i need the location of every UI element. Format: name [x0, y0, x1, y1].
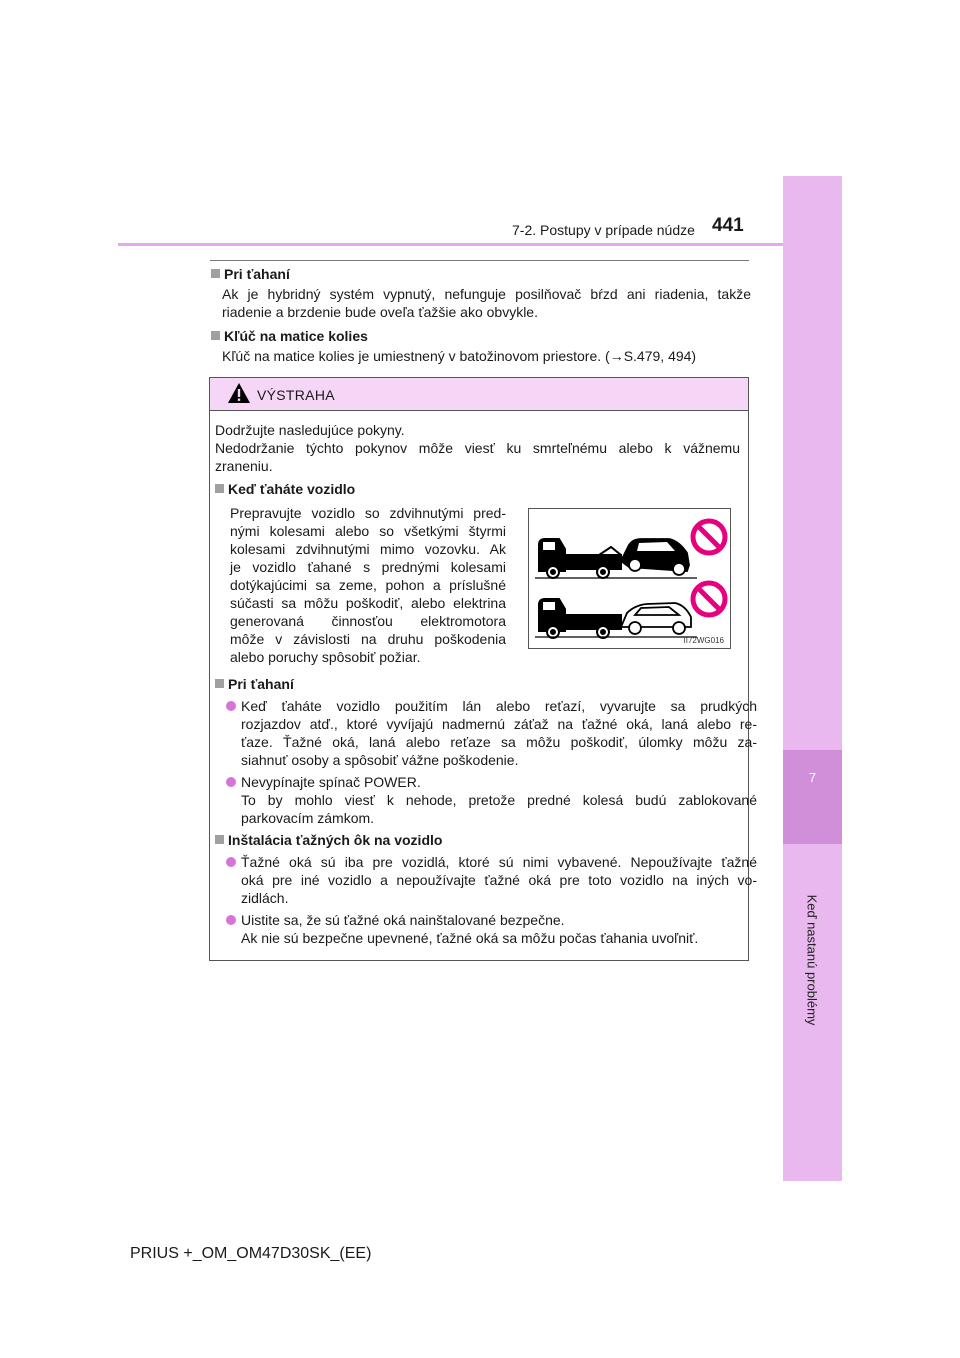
page-number: 441	[712, 215, 744, 236]
warning-box: VÝSTRAHA Dodržujte nasledujúce pokyny. Nedodržanie týchto pokynov môže viesť ku smrteľnému alebo k vážnemu zraneniu. Keď ťaháte vozidlo Prepravujte vozidlo so zdvihnutými pred- nými kolesami alebo so všetkými štyrmi kolesami zdvihnutými mimo vozovku. Ak je vozidlo ťahané s prednými kolesami dotýkajúcimi sa zeme, pohon a príslušné súčasti sa môžu poškodiť, alebo elektrina generovaná činnosťou elektromotora môže v závislosti na druhu poškodenia alebo poruchy spôsobiť požiar. II72WG016 Pri ťahaní Keď ťaháte vozidlo použitím lán alebo reťazí, vyvarujte sa prudkých rozjazdov atď., ktoré vyvíjajú nadmernú záťaž na ťažné oká, laná alebo re- ťaze. Ťažné oká, laná alebo reťaze sa môžu poškodiť, úlomky môžu za- siahnuť osoby a spôsobiť vážne poškodenie. Nevypínajte spínač POWER. To by mohlo viesť k nehode, pretože predné kolesá budú zablokované parkovacím zámkom. Inštalácia ťažných ôk na vozidlo Ťažné oká sú iba pre vozidlá, ktoré sú nimi vybavené. Nepoužívajte ťažné oká pre iné vozidlo a nepoužívajte ťažné oká pre toto vozidlo na iných vo- zidlách. Uistite sa, že sú ťažné oká nainštalované bezpečne. Ak nie sú bezpečne upevnené, ťažné oká sa môžu počas ťahania uvoľniť.	[209, 377, 749, 961]
square-bullet-icon	[211, 269, 220, 278]
warning-section-heading: Keď ťaháte vozidlo	[215, 480, 355, 498]
intro-heading: Kľúč na matice kolies	[211, 327, 751, 345]
square-bullet-icon	[215, 835, 224, 844]
truck-bottom	[539, 599, 621, 638]
content-top-rule	[210, 260, 749, 261]
truck-top	[539, 539, 621, 578]
car-top	[621, 539, 689, 575]
intro-section-towing	[211, 265, 751, 321]
round-bullet-icon	[226, 857, 236, 867]
prohibition-sign-top	[693, 521, 725, 553]
intro-paragraph: Kľúč na matice kolies je umiestnený v batožinovom priestore. (→S.479, 494)	[222, 348, 697, 364]
chapter-label: Keď nastanú problémy	[804, 894, 820, 1026]
warning-section-heading: Inštalácia ťažných ôk na vozidlo	[215, 831, 442, 849]
round-bullet-icon	[226, 701, 236, 711]
warning-intro: Dodržujte nasledujúce pokyny. Nedodržanie týchto pokynov môže viesť ku smrteľnému alebo k vážnemu zraneniu.	[215, 422, 740, 474]
section-title: 7-2. Postupy v prípade núdze	[512, 222, 695, 238]
towing-paragraph: Prepravujte vozidlo so zdvihnutými pred- nými kolesami alebo so všetkými štyrmi kolesami zdvihnutými mimo vozovku. Ak je vozidlo ťahané s prednými kolesami dotýkajúcimi sa zeme, pohon a príslušné súčasti sa môžu poškodiť, alebo elektrina generovaná činnosťou elektromotora môže v závislosti na druhu poškodenia alebo poruchy spôsobiť požiar.	[230, 505, 506, 665]
chapter-number: 7	[808, 770, 817, 785]
warning-triangle-icon	[227, 382, 251, 404]
intro-paragraph: Ak je hybridný systém vypnutý, nefunguje posilňovač bŕzd ani riadenia, takže riadenie a brzdenie bude oveľa ťažšie ako obvykle.	[222, 286, 751, 320]
intro-section-wrench	[211, 327, 751, 365]
header-rule	[118, 243, 783, 246]
square-bullet-icon	[211, 331, 220, 340]
towing-illustration	[528, 508, 731, 649]
chapter-number-tab	[783, 750, 842, 844]
warning-title: VÝSTRAHA	[257, 387, 335, 403]
document-code: PRIUS +_OM_OM47D30SK_(EE)	[130, 1245, 372, 1262]
intro-heading: Pri ťahaní	[211, 265, 751, 283]
square-bullet-icon	[215, 484, 224, 493]
figure-code: II72WG016	[683, 636, 724, 645]
warning-header	[210, 378, 748, 411]
chapter-side-tab	[783, 176, 842, 1181]
tow-truck-illustration	[529, 509, 730, 648]
warning-section-heading: Pri ťahaní	[215, 675, 294, 693]
car-bottom	[621, 603, 691, 634]
square-bullet-icon	[215, 679, 224, 688]
round-bullet-icon	[226, 777, 236, 787]
round-bullet-icon	[226, 915, 236, 925]
prohibition-sign-bottom	[693, 583, 725, 615]
